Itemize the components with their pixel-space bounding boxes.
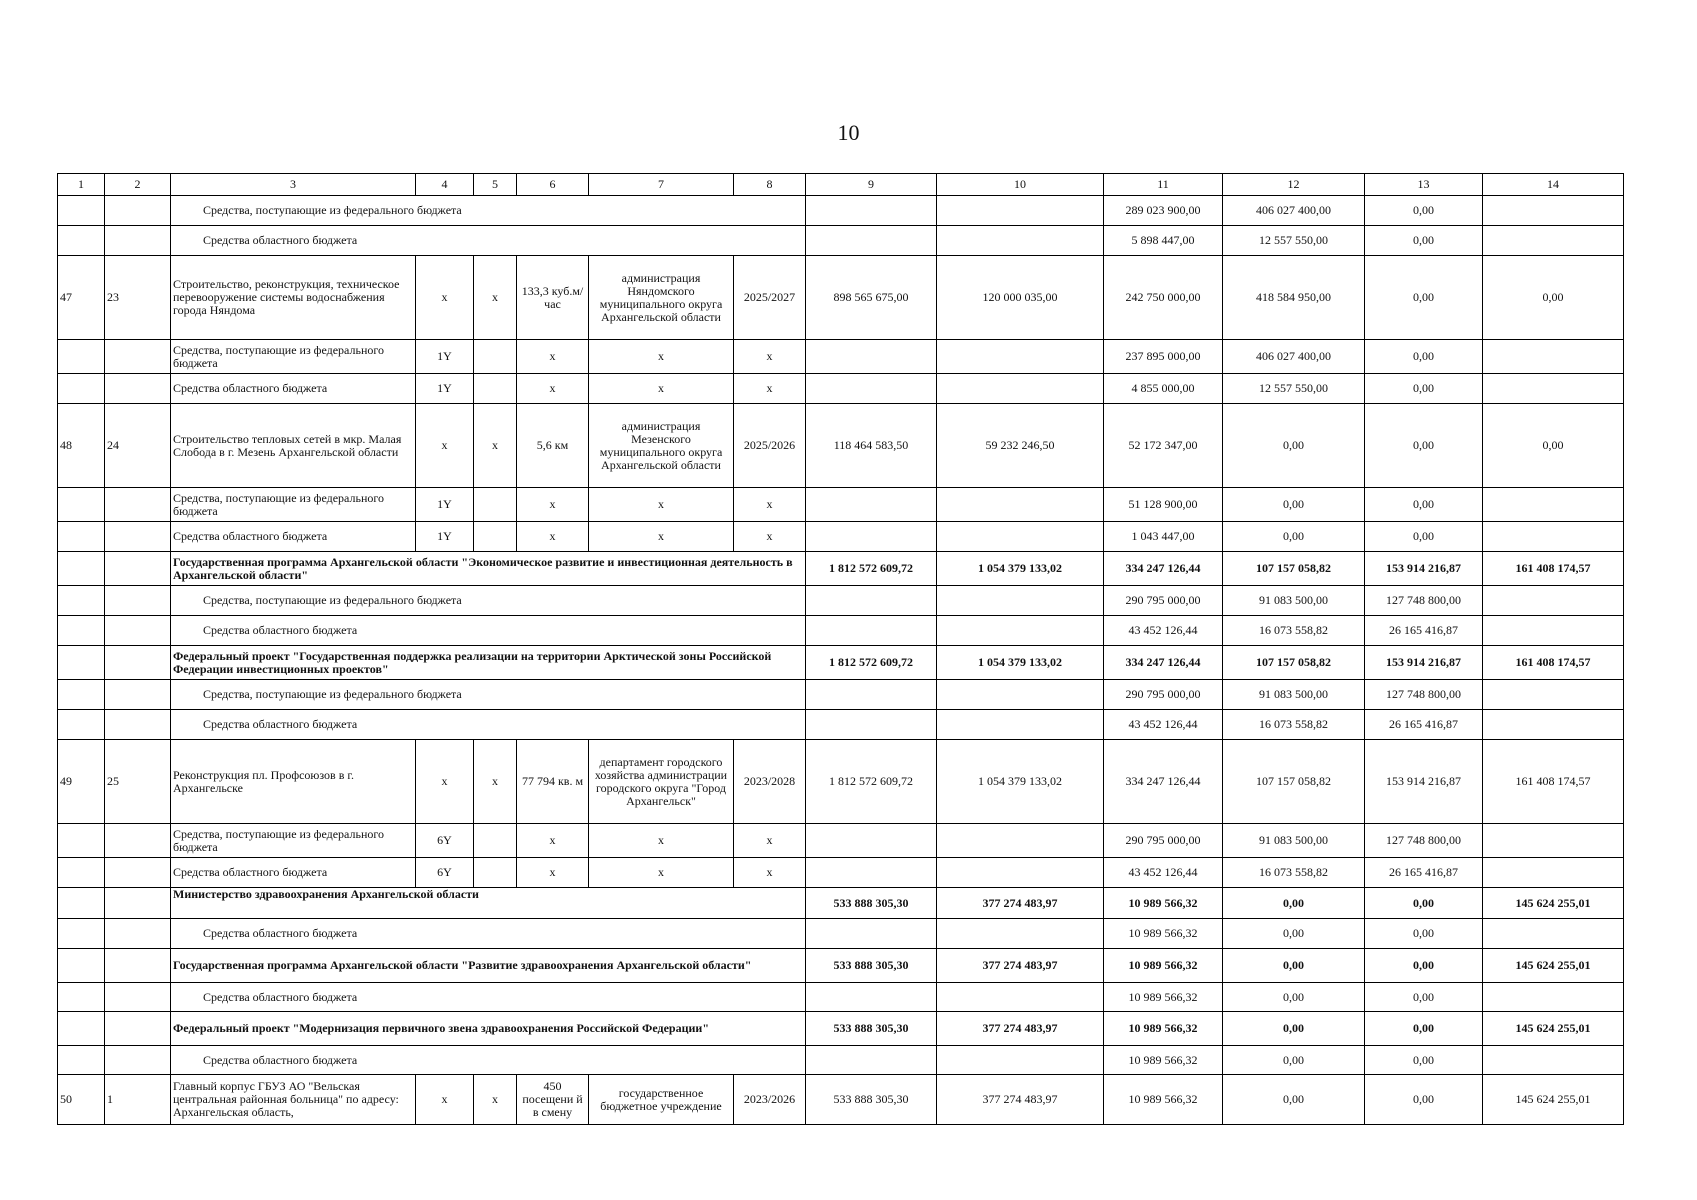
table-row (58, 858, 1624, 888)
amount-cell: 91 083 500,00 (1223, 824, 1365, 858)
amount-cell: 377 274 483,97 (937, 888, 1104, 919)
amount-cell: 289 023 900,00 (1104, 196, 1223, 226)
x-mark: x (589, 858, 734, 888)
amount-cell: 127 748 800,00 (1365, 680, 1483, 710)
table-row (58, 340, 1624, 374)
amount-cell: 533 888 305,30 (806, 1012, 937, 1046)
amount-cell: 0,00 (1223, 1046, 1365, 1075)
header-cell: 13 (1365, 174, 1483, 196)
ministry-title: Министерство здравоохранения Архангельской области (171, 888, 806, 919)
period-cell: 2025/2026 (734, 404, 806, 488)
amount-cell: 10 989 566,32 (1104, 1075, 1223, 1125)
table-row (58, 488, 1624, 522)
x-mark: x (517, 374, 589, 404)
funding-source-label: Средства областного бюджета (171, 1046, 806, 1075)
funding-source-label: Средства областного бюджета (171, 616, 806, 646)
code-cell: 1Y (416, 374, 474, 404)
amount-cell: 91 083 500,00 (1223, 680, 1365, 710)
funding-source-label: Средства областного бюджета (171, 374, 416, 404)
amount-cell: 26 165 416,87 (1365, 616, 1483, 646)
project-row (58, 1075, 1624, 1125)
project-row (58, 404, 1624, 488)
project-total-row (58, 1012, 1624, 1046)
program-title: Государственная программа Архангельской области "Экономическое развитие и инвестиционная деятельность в Архангельской области" (171, 552, 806, 586)
amount-cell: 12 557 550,00 (1223, 226, 1365, 256)
row-subnumber: 1 (105, 1075, 171, 1125)
amount-cell: 1 054 379 133,02 (937, 552, 1104, 586)
row-number: 47 (58, 256, 105, 340)
x-mark: x (589, 374, 734, 404)
amount-cell: 406 027 400,00 (1223, 196, 1365, 226)
funding-source-label: Средства областного бюджета (171, 983, 806, 1012)
header-cell: 12 (1223, 174, 1365, 196)
amount-cell: 10 989 566,32 (1104, 919, 1223, 949)
amount-cell: 0,00 (1223, 404, 1365, 488)
amount-cell: 52 172 347,00 (1104, 404, 1223, 488)
amount-cell: 10 989 566,32 (1104, 983, 1223, 1012)
header-cell: 3 (171, 174, 416, 196)
funding-source-label: Средства, поступающие из федерального бюджета (171, 488, 416, 522)
capacity-cell: 5,6 км (517, 404, 589, 488)
amount-cell: 334 247 126,44 (1104, 740, 1223, 824)
amount-cell: 91 083 500,00 (1223, 586, 1365, 616)
project-name: Строительство, реконструкция, техническое перевооружение системы водоснабжения города Няндома (171, 256, 416, 340)
budget-table (57, 173, 1624, 1125)
funding-source-label: Средства, поступающие из федерального бюджета (171, 196, 806, 226)
x-mark: x (734, 374, 806, 404)
program-title: Государственная программа Архангельской области "Развитие здравоохранения Архангельской области" (171, 949, 806, 983)
amount-cell: 0,00 (1223, 983, 1365, 1012)
table-row (58, 586, 1624, 616)
table-row (58, 680, 1624, 710)
table-row (58, 196, 1624, 226)
period-cell: 2025/2027 (734, 256, 806, 340)
x-mark: x (589, 488, 734, 522)
amount-cell: 26 165 416,87 (1365, 710, 1483, 740)
amount-cell: 1 043 447,00 (1104, 522, 1223, 552)
header-cell: 6 (517, 174, 589, 196)
customer-cell: департамент городского хозяйства администрации городского округа "Город Архангельск" (589, 740, 734, 824)
x-mark: x (517, 522, 589, 552)
amount-cell: 51 128 900,00 (1104, 488, 1223, 522)
federal-project-title: Федеральный проект "Модернизация первичного звена здравоохранения Российской Федерации" (171, 1012, 806, 1046)
amount-cell: 120 000 035,00 (937, 256, 1104, 340)
amount-cell: 377 274 483,97 (937, 949, 1104, 983)
capacity-cell: 133,3 куб.м/час (517, 256, 589, 340)
amount-cell: 145 624 255,01 (1483, 888, 1624, 919)
row-subnumber: 23 (105, 256, 171, 340)
amount-cell: 0,00 (1483, 404, 1624, 488)
header-cell: 2 (105, 174, 171, 196)
funding-source-label: Средства, поступающие из федерального бюджета (171, 586, 806, 616)
header-cell: 14 (1483, 174, 1624, 196)
amount-cell: 418 584 950,00 (1223, 256, 1365, 340)
amount-cell: 127 748 800,00 (1365, 824, 1483, 858)
customer-cell: администрация Няндомского муниципального округа Архангельской области (589, 256, 734, 340)
header-cell: 5 (474, 174, 517, 196)
x-mark: x (416, 1075, 474, 1125)
amount-cell: 242 750 000,00 (1104, 256, 1223, 340)
amount-cell: 0,00 (1365, 1012, 1483, 1046)
amount-cell: 153 914 216,87 (1365, 552, 1483, 586)
amount-cell: 377 274 483,97 (937, 1075, 1104, 1125)
amount-cell: 161 408 174,57 (1483, 646, 1624, 680)
x-mark: x (589, 522, 734, 552)
amount-cell: 290 795 000,00 (1104, 680, 1223, 710)
table-row (58, 919, 1624, 949)
amount-cell: 1 812 572 609,72 (806, 552, 937, 586)
amount-cell: 237 895 000,00 (1104, 340, 1223, 374)
project-name: Строительство тепловых сетей в мкр. Малая Слобода в г. Мезень Архангельской области (171, 404, 416, 488)
amount-cell: 0,00 (1365, 1075, 1483, 1125)
amount-cell: 0,00 (1365, 374, 1483, 404)
amount-cell: 377 274 483,97 (937, 1012, 1104, 1046)
amount-cell: 0,00 (1365, 522, 1483, 552)
amount-cell: 0,00 (1223, 1075, 1365, 1125)
amount-cell: 0,00 (1223, 522, 1365, 552)
x-mark: x (474, 256, 517, 340)
period-cell: 2023/2028 (734, 740, 806, 824)
amount-cell: 334 247 126,44 (1104, 646, 1223, 680)
amount-cell: 12 557 550,00 (1223, 374, 1365, 404)
x-mark: x (416, 404, 474, 488)
page-number: 10 (837, 120, 860, 145)
x-mark: x (734, 340, 806, 374)
funding-source-label: Средства, поступающие из федерального бюджета (171, 824, 416, 858)
amount-cell: 1 054 379 133,02 (937, 646, 1104, 680)
amount-cell: 10 989 566,32 (1104, 949, 1223, 983)
amount-cell: 0,00 (1223, 1012, 1365, 1046)
amount-cell: 898 565 675,00 (806, 256, 937, 340)
row-subnumber: 25 (105, 740, 171, 824)
amount-cell: 0,00 (1223, 919, 1365, 949)
amount-cell: 43 452 126,44 (1104, 710, 1223, 740)
amount-cell: 290 795 000,00 (1104, 824, 1223, 858)
funding-source-label: Средства областного бюджета (171, 858, 416, 888)
x-mark: x (416, 256, 474, 340)
amount-cell: 1 054 379 133,02 (937, 740, 1104, 824)
amount-cell: 118 464 583,50 (806, 404, 937, 488)
amount-cell: 0,00 (1365, 256, 1483, 340)
amount-cell: 26 165 416,87 (1365, 858, 1483, 888)
table-row (58, 522, 1624, 552)
amount-cell: 107 157 058,82 (1223, 646, 1365, 680)
project-row (58, 740, 1624, 824)
funding-source-label: Средства областного бюджета (171, 710, 806, 740)
amount-cell: 5 898 447,00 (1104, 226, 1223, 256)
header-cell: 11 (1104, 174, 1223, 196)
amount-cell: 145 624 255,01 (1483, 949, 1624, 983)
x-mark: x (474, 740, 517, 824)
x-mark: x (517, 488, 589, 522)
amount-cell: 0,00 (1365, 226, 1483, 256)
table-row (58, 983, 1624, 1012)
federal-project-title: Федеральный проект "Государственная поддержка реализации на территории Арктической зоны Российской Федерации инвестиционных проектов" (171, 646, 806, 680)
amount-cell: 16 073 558,82 (1223, 858, 1365, 888)
amount-cell: 0,00 (1365, 949, 1483, 983)
project-name: Реконструкция пл. Профсоюзов в г. Архангельске (171, 740, 416, 824)
funding-source-label: Средства, поступающие из федерального бюджета (171, 680, 806, 710)
amount-cell: 0,00 (1223, 949, 1365, 983)
amount-cell: 0,00 (1483, 256, 1624, 340)
amount-cell: 1 812 572 609,72 (806, 646, 937, 680)
table-row (58, 616, 1624, 646)
header-cell: 4 (416, 174, 474, 196)
amount-cell: 0,00 (1365, 488, 1483, 522)
row-number: 50 (58, 1075, 105, 1125)
amount-cell: 290 795 000,00 (1104, 586, 1223, 616)
amount-cell: 107 157 058,82 (1223, 740, 1365, 824)
amount-cell: 0,00 (1365, 196, 1483, 226)
amount-cell: 153 914 216,87 (1365, 740, 1483, 824)
x-mark: x (734, 488, 806, 522)
table-row (58, 226, 1624, 256)
amount-cell: 0,00 (1365, 919, 1483, 949)
x-mark: x (734, 824, 806, 858)
table-row (58, 374, 1624, 404)
customer-cell: государственное бюджетное учреждение (589, 1075, 734, 1125)
amount-cell: 0,00 (1223, 888, 1365, 919)
row-number: 49 (58, 740, 105, 824)
program-total-row (58, 552, 1624, 586)
amount-cell: 334 247 126,44 (1104, 552, 1223, 586)
table-row (58, 710, 1624, 740)
funding-source-label: Средства областного бюджета (171, 919, 806, 949)
amount-cell: 43 452 126,44 (1104, 616, 1223, 646)
amount-cell: 153 914 216,87 (1365, 646, 1483, 680)
amount-cell: 161 408 174,57 (1483, 552, 1624, 586)
capacity-cell: 77 794 кв. м (517, 740, 589, 824)
x-mark: x (517, 340, 589, 374)
table-row (58, 824, 1624, 858)
amount-cell: 145 624 255,01 (1483, 1012, 1624, 1046)
header-row (58, 174, 1624, 196)
amount-cell: 0,00 (1223, 488, 1365, 522)
amount-cell: 0,00 (1365, 404, 1483, 488)
x-mark: x (589, 824, 734, 858)
x-mark: x (474, 1075, 517, 1125)
funding-source-label: Средства, поступающие из федерального бюджета (171, 340, 416, 374)
customer-cell: администрация Мезенского муниципального округа Архангельской области (589, 404, 734, 488)
code-cell: 1Y (416, 488, 474, 522)
project-row (58, 256, 1624, 340)
header-cell: 7 (589, 174, 734, 196)
amount-cell: 533 888 305,30 (806, 949, 937, 983)
x-mark: x (474, 404, 517, 488)
table-row (58, 1046, 1624, 1075)
amount-cell: 161 408 174,57 (1483, 740, 1624, 824)
amount-cell: 533 888 305,30 (806, 888, 937, 919)
x-mark: x (734, 858, 806, 888)
code-cell: 6Y (416, 858, 474, 888)
x-mark: x (517, 824, 589, 858)
amount-cell: 10 989 566,32 (1104, 1012, 1223, 1046)
ministry-total-row (58, 888, 1624, 919)
row-number: 48 (58, 404, 105, 488)
amount-cell: 59 232 246,50 (937, 404, 1104, 488)
amount-cell: 145 624 255,01 (1483, 1075, 1624, 1125)
amount-cell: 406 027 400,00 (1223, 340, 1365, 374)
amount-cell: 43 452 126,44 (1104, 858, 1223, 888)
amount-cell: 533 888 305,30 (806, 1075, 937, 1125)
amount-cell: 0,00 (1365, 888, 1483, 919)
header-cell: 1 (58, 174, 105, 196)
capacity-cell: 450 посещени й в смену (517, 1075, 589, 1125)
x-mark: x (517, 858, 589, 888)
amount-cell: 0,00 (1365, 340, 1483, 374)
row-subnumber: 24 (105, 404, 171, 488)
amount-cell: 16 073 558,82 (1223, 616, 1365, 646)
amount-cell: 0,00 (1365, 983, 1483, 1012)
amount-cell: 0,00 (1365, 1046, 1483, 1075)
code-cell: 6Y (416, 824, 474, 858)
amount-cell: 4 855 000,00 (1104, 374, 1223, 404)
x-mark: x (734, 522, 806, 552)
amount-cell: 107 157 058,82 (1223, 552, 1365, 586)
code-cell: 1Y (416, 340, 474, 374)
x-mark: x (589, 340, 734, 374)
code-cell: 1Y (416, 522, 474, 552)
funding-source-label: Средства областного бюджета (171, 522, 416, 552)
project-name: Главный корпус ГБУЗ АО "Вельская центральная районная больница" по адресу: Архангельская область, (171, 1075, 416, 1125)
x-mark: x (416, 740, 474, 824)
amount-cell: 10 989 566,32 (1104, 1046, 1223, 1075)
funding-source-label: Средства областного бюджета (171, 226, 806, 256)
period-cell: 2023/2026 (734, 1075, 806, 1125)
header-cell: 8 (734, 174, 806, 196)
amount-cell: 10 989 566,32 (1104, 888, 1223, 919)
amount-cell: 16 073 558,82 (1223, 710, 1365, 740)
amount-cell: 127 748 800,00 (1365, 586, 1483, 616)
header-cell: 10 (937, 174, 1104, 196)
header-cell: 9 (806, 174, 937, 196)
amount-cell: 1 812 572 609,72 (806, 740, 937, 824)
project-total-row (58, 646, 1624, 680)
program-total-row (58, 949, 1624, 983)
